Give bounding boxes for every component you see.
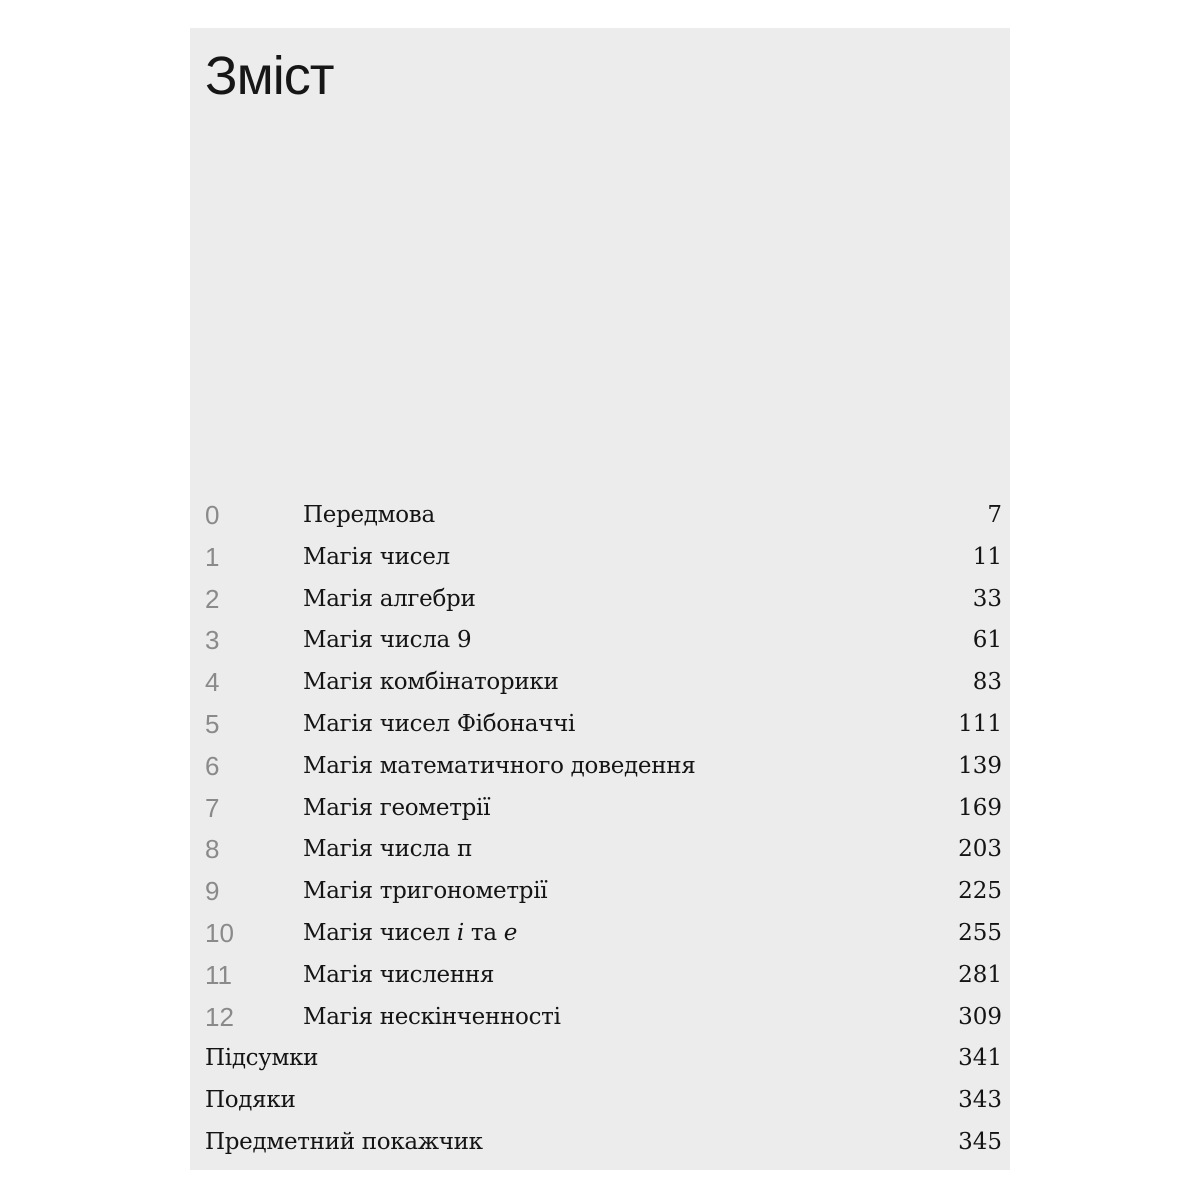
chapter-number: 2 [205, 583, 220, 614]
toc-entry-chapter-7 [205, 787, 1002, 829]
section-title: Предметний покажчик [205, 1128, 483, 1155]
chapter-number: 8 [205, 834, 220, 865]
chapter-title: Магія числа π [303, 836, 472, 863]
toc-entry-chapter-9 [205, 870, 1002, 912]
toc-entry-chapter-10 [205, 912, 1002, 954]
chapter-title: Магія комбінаторики [303, 669, 559, 696]
page-number: 225 [958, 878, 1002, 905]
page-number: 11 [972, 543, 1002, 570]
toc-entry-chapter-8 [205, 828, 1002, 870]
chapter-number: 3 [205, 625, 220, 656]
chapter-title: Магія нескінченності [303, 1003, 561, 1030]
chapter-number: 5 [205, 708, 220, 739]
toc-entry-chapter-6 [205, 745, 1002, 787]
toc-entry-chapter-4 [205, 661, 1002, 703]
page-number: 7 [987, 502, 1002, 528]
chapter-title-prefix: Магія чисел [303, 919, 457, 946]
chapter-number: 12 [205, 1001, 234, 1032]
chapter-number: 1 [205, 541, 220, 572]
chapter-title: Магія тригонометрії [303, 878, 548, 905]
page-number: 33 [972, 585, 1002, 612]
page-number: 169 [958, 794, 1002, 821]
chapter-number: 7 [205, 792, 220, 823]
page-number: 61 [972, 627, 1002, 654]
chapter-number: 0 [205, 500, 220, 530]
page-title: Зміст [205, 46, 334, 106]
chapter-title: Магія числення [303, 961, 495, 988]
page-number: 255 [958, 919, 1002, 946]
toc-entry-summary [205, 1037, 1002, 1079]
page-number: 83 [972, 669, 1002, 696]
toc-entry-chapter-2 [205, 578, 1002, 620]
chapter-title-italic-i: i [456, 919, 464, 946]
toc-entry-index [205, 1121, 1002, 1163]
toc-entry-acknowledgements [205, 1079, 1002, 1121]
chapter-number: 11 [205, 959, 232, 990]
section-title: Підсумки [205, 1045, 319, 1072]
chapter-title: Передмова [303, 502, 435, 528]
toc-entry-preface [205, 494, 1002, 536]
chapter-number: 10 [205, 917, 234, 948]
book-page [190, 28, 1010, 1170]
toc-entry-chapter-11 [205, 954, 1002, 996]
page-number: 341 [958, 1045, 1002, 1072]
page-number: 343 [958, 1087, 1002, 1114]
chapter-title-middle: та [463, 919, 504, 946]
toc-entry-chapter-1 [205, 536, 1002, 578]
chapter-number: 6 [205, 750, 220, 781]
page-number: 203 [958, 836, 1002, 863]
chapter-title-italic-e: e [503, 919, 518, 946]
chapter-title: Магія математичного доведення [303, 752, 696, 779]
chapter-number: 4 [205, 667, 220, 698]
page-number: 111 [958, 710, 1002, 737]
chapter-title: Магія геометрії [303, 794, 491, 821]
table-of-contents [205, 494, 1002, 1163]
chapter-title [303, 918, 517, 948]
page-number: 309 [958, 1003, 1002, 1030]
toc-entry-chapter-3 [205, 619, 1002, 661]
page-number: 281 [958, 961, 1002, 988]
page-number: 345 [958, 1128, 1002, 1155]
toc-entry-chapter-5 [205, 703, 1002, 745]
section-title: Подяки [205, 1087, 296, 1114]
page-number: 139 [958, 752, 1002, 779]
chapter-title: Магія числа 9 [303, 627, 472, 654]
chapter-title: Магія алгебри [303, 585, 476, 612]
chapter-number: 9 [205, 876, 220, 907]
chapter-title: Магія чисел [303, 543, 450, 570]
toc-entry-chapter-12 [205, 996, 1002, 1038]
chapter-title: Магія чисел Фібоначчі [303, 710, 576, 737]
